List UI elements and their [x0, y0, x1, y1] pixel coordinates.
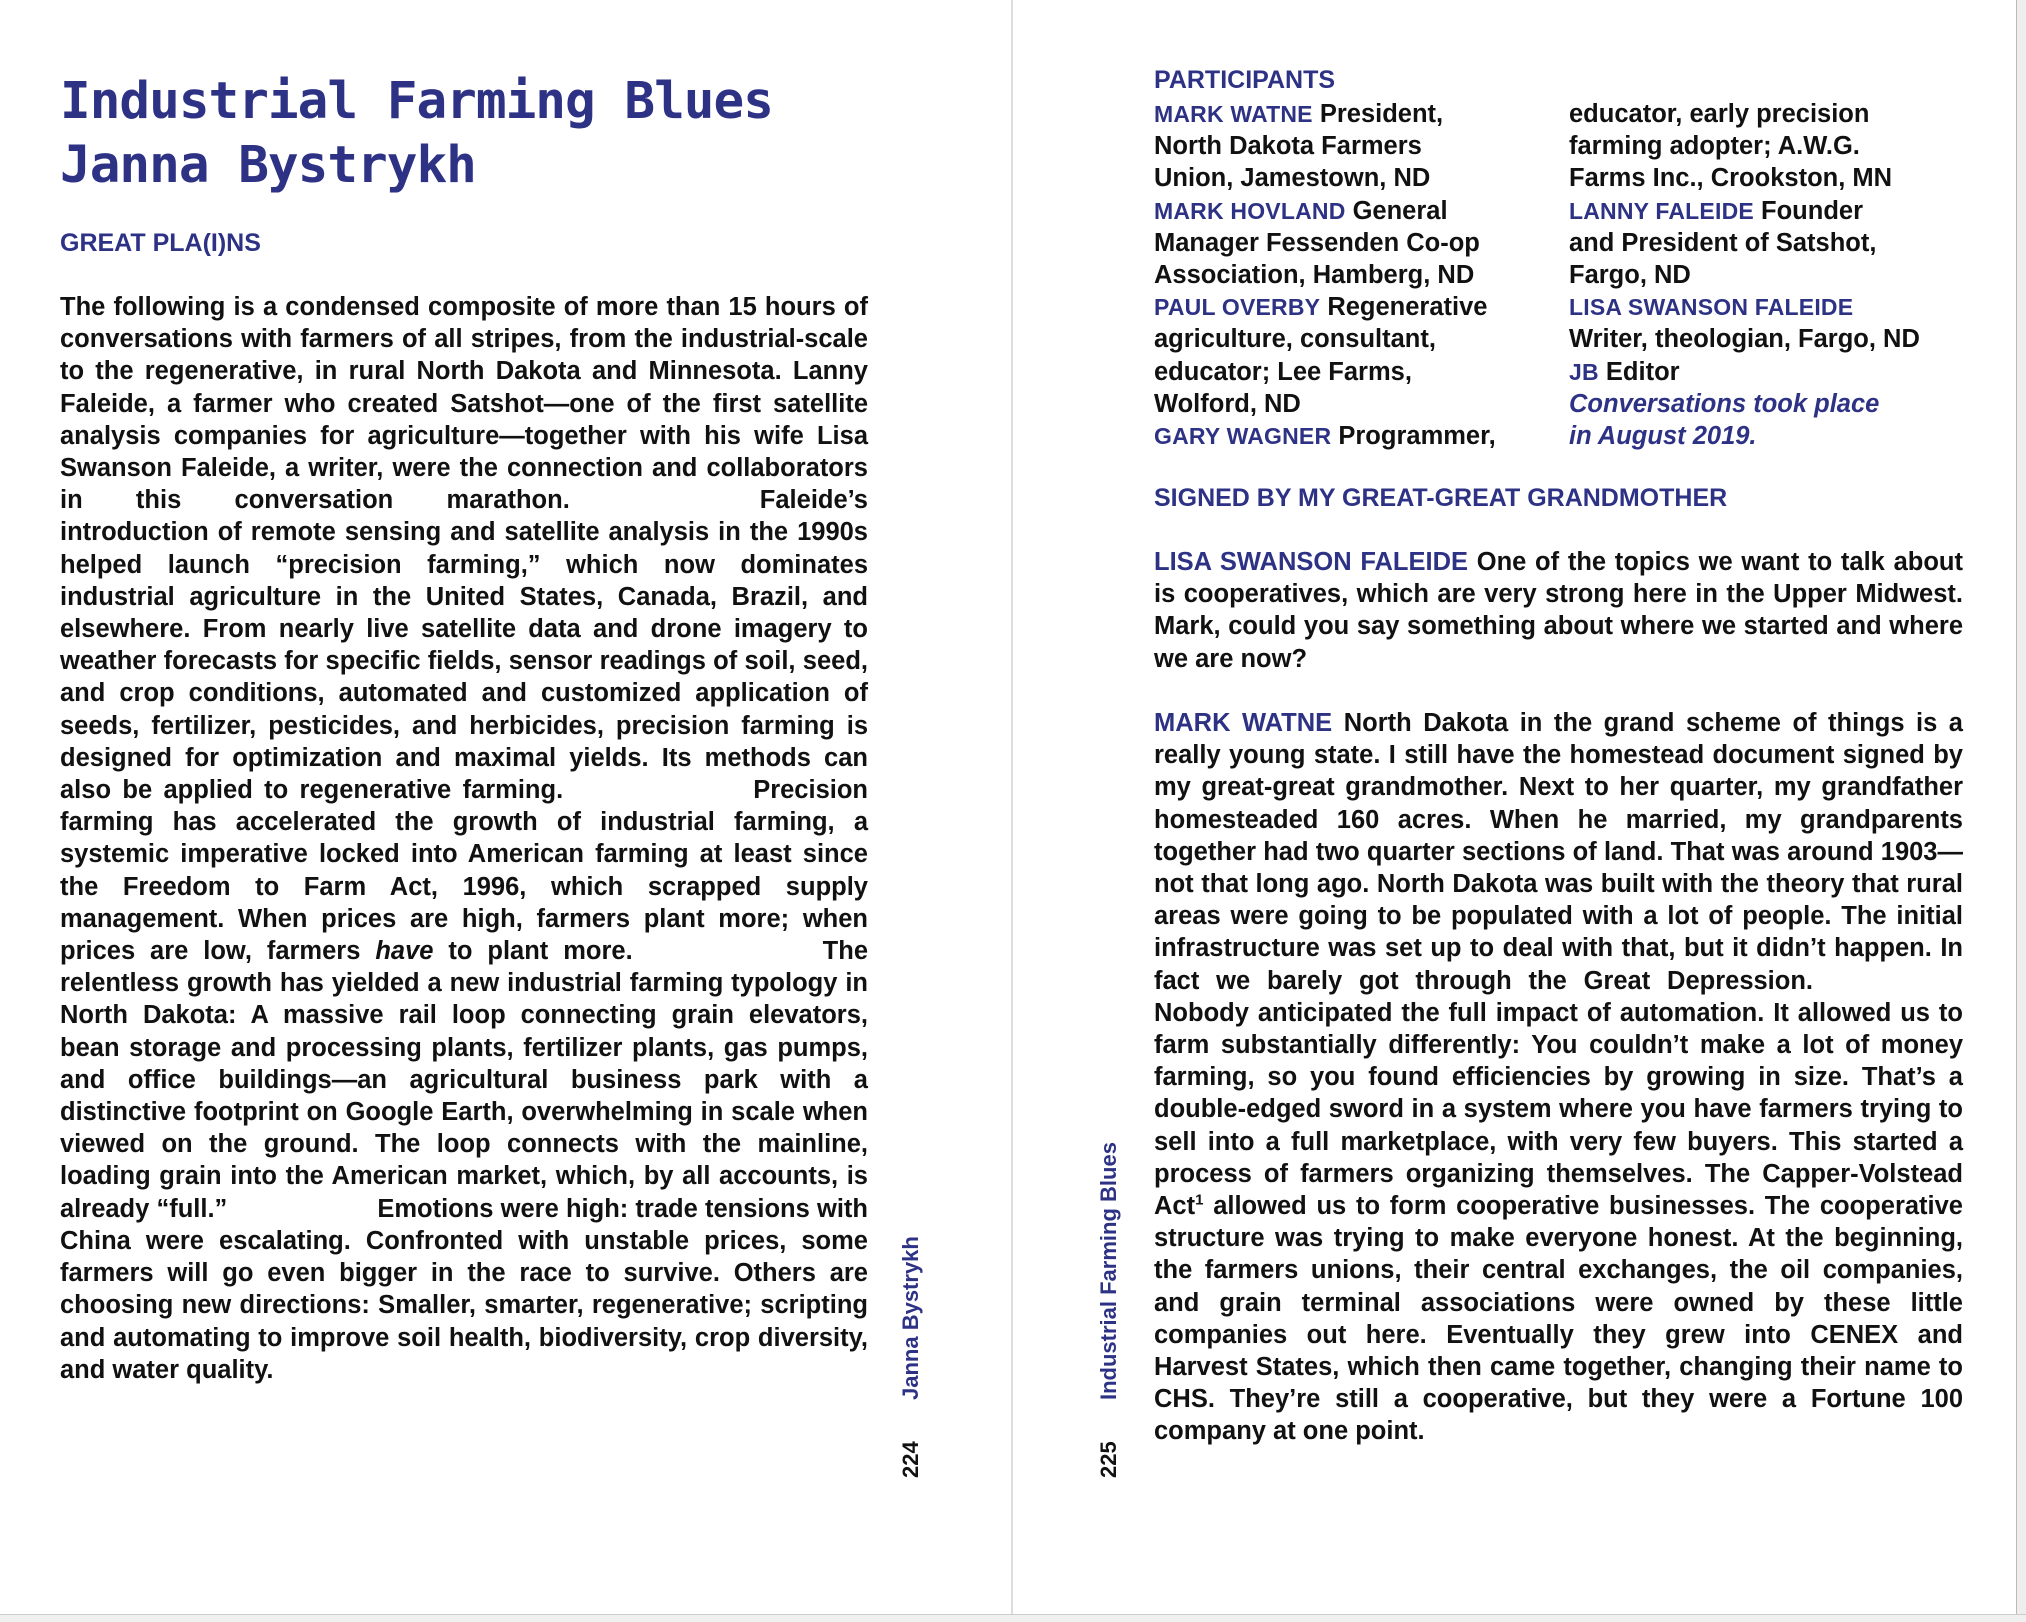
- participant-entry: [1154, 420, 1496, 452]
- participants-column-left: [1154, 98, 1496, 452]
- intro-sentence: to plant more.: [448, 937, 633, 966]
- page-bottom-edge: [0, 1614, 2026, 1622]
- participant-name: PAUL OVERBY: [1154, 294, 1321, 321]
- participant-role: Founder: [1761, 196, 1864, 225]
- dialogue-text: Nobody anticipated the full impact of automation. It allowed us to farm substantially differently: You couldn’t make a lot of money farming, so you found efficiencies by growing in size. That’s a double-edged sword in a system where you have farmers trying to sell into a full marketplace, with very few buyers. This started a process of farmers organizing themselves. The Capper-Volstead Act: [1154, 998, 1963, 1221]
- participant-detail: and President of Satshot,: [1569, 228, 1877, 257]
- running-head-author: Janna Bystrykh: [898, 1236, 923, 1400]
- book-gutter: [1011, 0, 1013, 1622]
- speaker-name: MARK WATNE: [1154, 709, 1333, 737]
- intro-text: [60, 291, 868, 1386]
- intro-sentence: Faleide’s introduction of remote sensing and satellite analysis in the 1990s helped launch “precision farming,” which now dominates industrial agriculture in the United States, Canada, Brazil, and elsewhere. From nearly live satellite data and drone imagery to weather forecasts for specific fields, sensor readings of soil, seed, and crop conditions, automated and customized application of seeds, fertilizer, pesticides, and herbicides, precision farming is designed for optimization and maximal yields. Its methods can also be applied to regenerative farming.: [60, 486, 868, 805]
- participant-detail: Association, Hamberg, ND: [1154, 261, 1475, 290]
- intro-sentence: Emotions were high: trade tensions with China were escalating. Confronted with unstable prices, some farmers will go even bigger in the race to survive. Others are choosing new directions: Smaller, smarter, regenerative; scripting and automating to improve soil health, biodiversity, crop diversity, and water quality.: [60, 1194, 868, 1384]
- participant-entry: [1569, 195, 1920, 292]
- participant-detail: Fargo, ND: [1569, 261, 1691, 290]
- participant-detail: farming adopter; A.W.G.: [1569, 132, 1860, 161]
- participant-name: LANNY FALEIDE: [1569, 197, 1754, 224]
- intro-sentence: Precision farming has accelerated the growth of industrial farming, a systemic imperative locked into American farming at least since the Freedom to Farm Act, 1996, which scrapped supply management. When prices are high, farmers plant more; when prices are low, farmers: [60, 776, 868, 966]
- article-title: [60, 70, 773, 198]
- participant-name: MARK HOVLAND: [1154, 197, 1346, 224]
- participants-heading: PARTICIPANTS: [1154, 66, 1336, 94]
- participant-detail: agriculture, consultant,: [1154, 325, 1436, 354]
- conversation-date-note: [1569, 388, 1920, 452]
- date-note-line: Conversations took place: [1569, 389, 1880, 418]
- participant-role: Regenerative: [1327, 293, 1488, 322]
- dialogue-paragraph: [1154, 546, 1963, 675]
- page-edge: [2016, 0, 2026, 1622]
- participant-name: GARY WAGNER: [1154, 423, 1332, 450]
- dialogue-text: allowed us to form cooperative businesses. The cooperative structure was trying to make everyone honest. At the beginning, the farmers unions, their central exchanges, the oil companies, and grain terminal associations were owned by these little companies out here. Eventually they grew into CENEX and Harvest States, which then came together, changing their name to CHS. They’re still a cooperative, but they were a Fortune 100 company at one point.: [1154, 1192, 1963, 1446]
- page-number: 224: [898, 1441, 923, 1478]
- participant-detail: Wolford, ND: [1154, 389, 1301, 418]
- participant-role: General: [1352, 196, 1448, 225]
- participant-role: Editor: [1605, 357, 1680, 386]
- participant-detail: Writer, theologian, Fargo, ND: [1569, 325, 1920, 354]
- date-note-line: in August 2019.: [1569, 422, 1757, 451]
- page-number: 225: [1096, 1441, 1121, 1478]
- participant-detail: Manager Fessenden Co-op: [1154, 228, 1480, 257]
- participant-entry: [1154, 195, 1496, 292]
- participant-entry: [1154, 98, 1496, 195]
- participant-name: JB: [1569, 358, 1599, 385]
- author-line: Janna Bystrykh: [60, 136, 476, 195]
- speaker-name: LISA SWANSON FALEIDE: [1154, 548, 1469, 576]
- participant-detail: Farms Inc., Crookston, MN: [1569, 164, 1893, 193]
- section-heading-great-plains: GREAT PLA(I)NS: [60, 229, 261, 257]
- dialogue-text: North Dakota in the grand scheme of things is a really young state. I still have the homestead document signed by my great-great grandmother. Next to her quarter, my grandfather homesteaded 160 acres. When he married, my grandparents together had two quarter sections of land. That was around 1903—not that long ago. North Dakota was built with the theory that rural areas were going to be populated with a lot of people. The initial infrastructure was set up to deal with that, but it didn’t happen. In fact we barely got through the Great Depression.: [1154, 709, 1963, 995]
- participant-entry: [1154, 291, 1496, 420]
- participant-entry: [1569, 356, 1920, 388]
- running-head-title: Industrial Farming Blues: [1096, 1142, 1121, 1400]
- participant-role: President,: [1319, 100, 1444, 128]
- title-line: Industrial Farming Blues: [60, 72, 773, 131]
- participant-detail: North Dakota Farmers: [1154, 132, 1422, 161]
- section-heading-signed: SIGNED BY MY GREAT-GREAT GRANDMOTHER: [1154, 484, 1728, 512]
- emphasis-text: have: [375, 937, 434, 966]
- participant-name: MARK WATNE: [1154, 101, 1313, 127]
- participant-name: LISA SWANSON FALEIDE: [1569, 294, 1854, 321]
- dialogue-text: One of the topics we want to talk about is cooperatives, which are very strong here in the Upper Midwest. Mark, could you say something about where we started and where we are now?: [1154, 548, 1963, 673]
- participant-detail: educator, early precision: [1569, 100, 1870, 128]
- participant-entry: [1569, 291, 1920, 355]
- participant-detail: Union, Jamestown, ND: [1154, 164, 1431, 193]
- footnote-marker: 1: [1195, 1191, 1204, 1209]
- intro-sentence: The following is a condensed composite of more than 15 hours of conversations with farmers of all stripes, from the industrial-scale to the regenerative, in rural North Dakota and Minnesota. Lanny Faleide, a farmer who created Satshot—one of the first satellite analysis companies for agriculture—together with his wife Lisa Swanson Faleide, a writer, were the connection and collaborators in this conversation marathon.: [60, 293, 868, 515]
- participant-role: Programmer,: [1338, 422, 1496, 451]
- participant-detail: educator; Lee Farms,: [1154, 357, 1412, 386]
- dialogue-paragraph: [1154, 707, 1963, 1448]
- participants-column-right: [1569, 98, 1920, 452]
- intro-sentence: The relentless growth has yielded a new industrial farming typology in North Dakota: A massive rail loop connecting grain elevators, bean storage and processing plants, fertilizer plants, gas pumps, and office buildings—an agricultural business park with a distinctive footprint on Google Earth, overwhelming in scale when viewed on the ground. The loop connects with the mainline, loading grain into the American market, which, by all accounts, is already “full.”: [60, 937, 869, 1223]
